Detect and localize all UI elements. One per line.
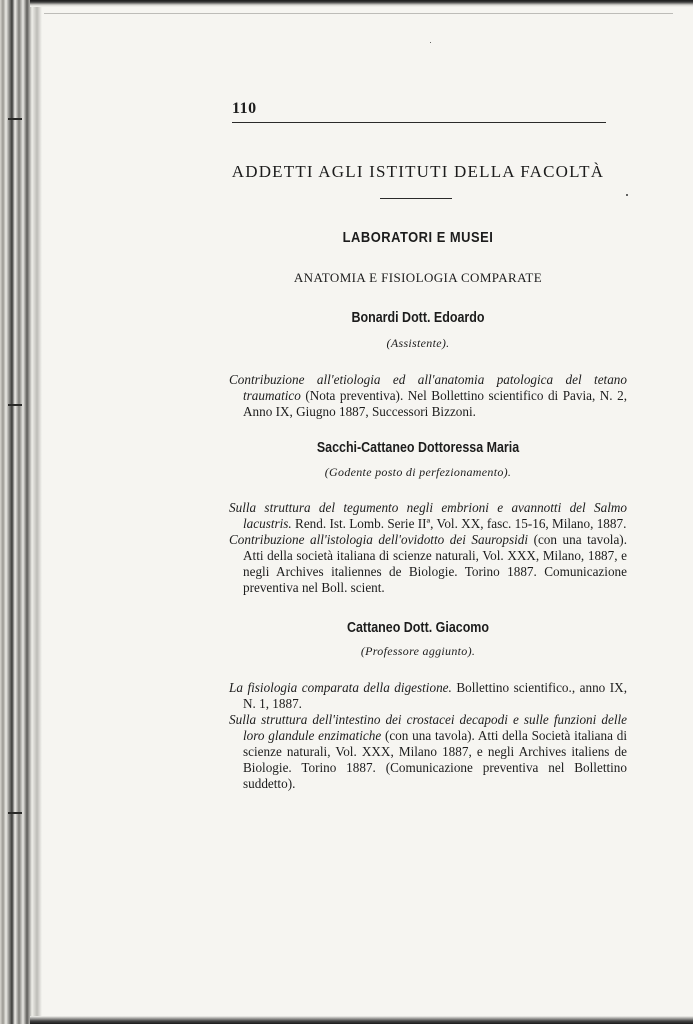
publication-entry [229, 712, 627, 792]
person-role: (Godente posto di perfezionamento). [324, 465, 512, 479]
person-name-text: Sacchi-Cattaneo Dottoressa Maria [316, 440, 520, 456]
paper-speck [430, 42, 431, 43]
page-top-edge [30, 0, 693, 7]
publication-entry [229, 500, 627, 532]
page-bottom-edge [30, 1016, 693, 1024]
person-role: (Assistente). [386, 336, 450, 350]
publication-title: Sulla struttura del tegumento negli embrioni e avannotti del Salmo lacustris. [229, 500, 627, 531]
publication-entry [229, 532, 627, 596]
binding-mark [8, 812, 22, 814]
publication-entry [229, 372, 627, 420]
person-name [228, 310, 608, 326]
binding-mark [8, 118, 22, 120]
binding-mark [8, 404, 22, 406]
publication-entry [229, 680, 627, 712]
publication-title: Contribuzione all'etiologia ed all'anatomia patologica del tetano traumatico [229, 372, 627, 403]
publication-details: Rend. Ist. Lomb. Serie IIª, Vol. XX, fasc. 15-16, Milano, 1887. [291, 516, 627, 531]
publication-details: (con una tavola). Atti della Società italiana di scienze naturali, Vol. XXX, Milano 1887, e negli Archives italiens de Biologie. Torino 1887. (Comunicazione preventiva nel Bollettino suddetto). [243, 728, 627, 791]
publication-title: Contribuzione all'istologia dell'ovidotto dei Sauropsidi [229, 532, 529, 547]
publication-details: (Nota preventiva). Nel Bollettino scientifico di Pavia, N. 2, Anno IX, Giugno 1887, Successori Bizzoni. [243, 388, 627, 419]
header-rule [232, 122, 606, 123]
subsection-heading: ANATOMIA E FISIOLOGIA COMPARATE [293, 270, 543, 285]
person-name [228, 620, 608, 636]
title-divider [380, 198, 452, 199]
page-title: ADDETTI AGLI ISTITUTI DELLA FACOLTÀ [231, 162, 605, 181]
page-top-rule [44, 13, 673, 14]
person-role: (Professore aggiunto). [360, 644, 476, 658]
section-heading-text: LABORATORI E MUSEI [342, 229, 494, 246]
publication-title: Sulla struttura dell'intestino dei crostacei decapodi e sulle funzioni delle loro glandule enzimatiche [229, 712, 627, 743]
paper-speck [626, 194, 628, 196]
person-name-text: Bonardi Dott. Edoardo [351, 310, 485, 326]
person-name-text: Cattaneo Dott. Giacomo [346, 620, 490, 636]
publication-details: (con una tavola). Atti della società italiana di scienze naturali, Vol. XXX, Milano, 1887, e negli Archives italiennes de Biologie. Torino 1887. Comunicazione preventiva nel Boll. scient. [243, 532, 627, 595]
person-name [228, 440, 608, 456]
publication-details: Bollettino scientifico., anno IX, N. 1, 1887. [243, 680, 627, 711]
page-number: 110 [232, 100, 257, 117]
book-binding-edge [0, 0, 42, 1024]
publication-title: La fisiologia comparata della digestione. [229, 680, 452, 695]
section-heading [228, 229, 608, 246]
